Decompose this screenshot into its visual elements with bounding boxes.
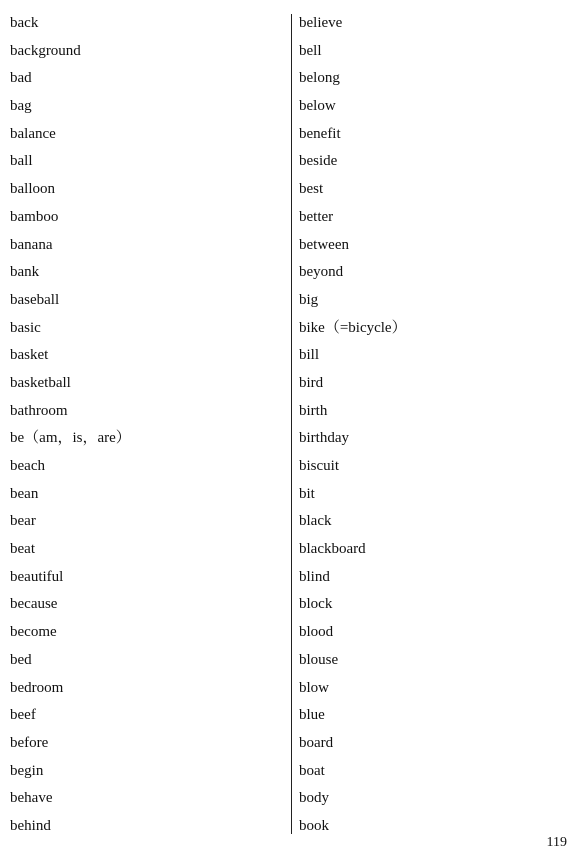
word-entry: beautiful (10, 568, 64, 585)
word-entry: bill (299, 347, 320, 364)
word-entry: ball (10, 153, 33, 170)
word-entry: beef (10, 707, 36, 724)
page-number: 119 (546, 835, 567, 850)
word-entry: bit (299, 485, 315, 502)
word-entry: bamboo (10, 208, 59, 225)
word-entry: banana (10, 236, 53, 253)
word-entry: body (299, 790, 329, 807)
word-entry: bathroom (10, 402, 68, 419)
word-entry: balance (10, 125, 56, 142)
word-entry: blackboard (299, 541, 366, 558)
word-entry: bike（=bicycle） (299, 319, 407, 336)
word-entry: background (10, 42, 81, 59)
word-entry: basket (10, 347, 49, 364)
word-entry: benefit (299, 125, 341, 142)
word-entry: beside (299, 153, 338, 170)
column-divider (291, 14, 292, 834)
word-entry: believe (299, 15, 343, 31)
word-entry: blood (299, 624, 334, 641)
word-entry: bank (10, 264, 40, 281)
word-entry: bean (10, 485, 39, 502)
word-entry: blue (299, 707, 325, 724)
word-entry: basketball (10, 374, 71, 391)
word-entry: bag (10, 98, 32, 115)
word-entry: become (10, 624, 57, 641)
word-entry: blind (299, 568, 330, 585)
word-entry: bear (10, 513, 36, 530)
word-entry: big (299, 291, 319, 308)
right-word-column (299, 10, 559, 841)
word-entry: be（am，is，are） (10, 430, 131, 447)
word-entry: best (299, 181, 324, 198)
word-entry: blouse (299, 651, 339, 668)
word-entry: bed (10, 651, 32, 668)
word-entry: before (10, 734, 49, 751)
word-entry: bedroom (10, 679, 64, 696)
word-entry: board (299, 734, 334, 751)
word-entry: behave (10, 790, 53, 807)
word-entry: begin (10, 762, 44, 779)
word-entry: belong (299, 70, 340, 87)
word-entry: beyond (299, 264, 344, 281)
word-entry: below (299, 98, 336, 115)
word-entry: bad (10, 70, 32, 87)
word-entry: behind (10, 817, 51, 834)
word-entry: black (299, 513, 332, 530)
word-entry: between (299, 236, 349, 253)
word-entry: beat (10, 541, 35, 558)
word-entry: boat (299, 762, 325, 779)
word-entry: bird (299, 374, 324, 391)
word-entry: baseball (10, 291, 60, 308)
word-entry: basic (10, 319, 41, 336)
word-entry: birth (299, 402, 328, 419)
word-entry: biscuit (299, 458, 339, 474)
word-entry: birthday (299, 430, 349, 447)
left-word-column (10, 10, 270, 841)
word-entry: better (299, 208, 334, 225)
word-entry: book (299, 817, 329, 834)
word-entry: blow (299, 679, 329, 696)
word-entry: beach (10, 458, 45, 474)
word-entry: balloon (10, 181, 55, 198)
word-entry: block (299, 596, 333, 613)
word-entry: because (10, 596, 58, 613)
word-entry: back (10, 15, 39, 31)
word-entry: bell (299, 42, 322, 59)
